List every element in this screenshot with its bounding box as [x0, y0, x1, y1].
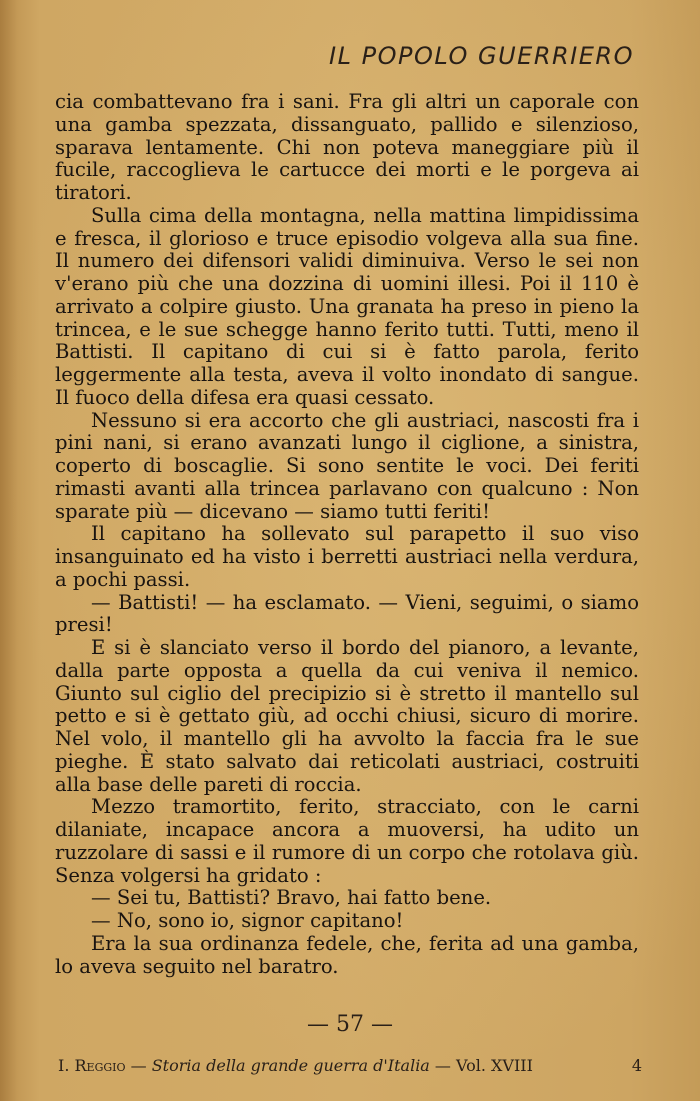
footer-volume: Vol. XVIII: [456, 1056, 533, 1075]
paragraph-6: E si è slanciato verso il bordo del pianoro, a levante, dalla parte opposta a quella da cui veniva il nemico. Giunto sul ciglio del precipizio si è stretto il mantello sul petto e si è gettato giù, ad occhi chiusi, sicuro di morire. Nel volo, il mantello gli ha avvolto la faccia fra le sue pieghe. È stato salvato dai reticolati austriaci, costruiti alla base delle pareti di roccia.: [55, 636, 639, 796]
paragraph-5: — Battisti! — ha esclamato. — Vieni, seguimi, o siamo presi!: [55, 590, 639, 637]
paragraph-8: — Sei tu, Battisti? Bravo, hai fatto bene.: [91, 886, 492, 910]
footer-citation: [58, 1056, 533, 1075]
body-text: [55, 91, 639, 978]
footer-signature-mark: 4: [631, 1056, 642, 1075]
paragraph-4: Il capitano ha sollevato sul parapetto il suo viso insanguinato ed ha visto i berretti austriaci nella verdura, a pochi passi.: [55, 522, 639, 591]
footer-dash-1: —: [125, 1056, 152, 1075]
paragraph-2: Sulla cima della montagna, nella mattina limpidissima e fresca, il glorioso e truce episodio volgeva alla sua fine. Il numero dei difensori validi diminuiva. Verso le sei non v'erano più che una dozzina di uomini illesi. Poi il 110 è arrivato a colpire giusto. Una granata ha preso in pieno la trincea, e le sue schegge hanno ferito tutti. Tutti, meno il Battisti. Il capitano di cui si è fatto parola, ferito leggermente alla testa, aveva il volto inondato di sangue. Il fuoco della difesa era quasi cessato.: [55, 203, 639, 409]
footer-book-title: Storia della grande guerra d'Italia: [151, 1056, 430, 1075]
footer-dash-2: —: [429, 1056, 457, 1075]
paragraph-7: Mezzo tramortito, ferito, stracciato, con le carni dilaniate, incapace ancora a muoversi, ha udito un ruzzolare di sassi e il rumore di un corpo che rotolava giù. Senza volgersi ha gridato :: [55, 795, 639, 887]
paragraph-1: cia combattevano fra i sani. Fra gli altri un caporale con una gamba spezzata, dissanguato, pallido e silenzioso, sparava lentamente. Chi non poteva maneggiare più il fucile, raccoglieva le cartucce dei morti e le porgeva ai tiratori.: [55, 90, 639, 204]
running-head-title: IL POPOLO GUERRIERO: [329, 42, 634, 70]
paragraph-3: Nessuno si era accorto che gli austriaci, nascosti fra i pini nani, si erano avanzati lungo il ciglione, a sinistra, coperto di boscaglie. Si sono sentite le voci. Dei feriti rimasti avanti alla trincea parlavano con qualcuno : Non sparate più — dicevano — siamo tutti feriti!: [55, 408, 639, 523]
paragraph-10: Era la sua ordinanza fedele, che, ferita ad una gamba, lo aveva seguito nel baratro.: [55, 931, 639, 978]
page-number: — 57 —: [307, 1012, 393, 1037]
paragraph-9: — No, sono io, signor capitano!: [91, 909, 404, 932]
footer-author: I. Reggio: [58, 1056, 126, 1075]
